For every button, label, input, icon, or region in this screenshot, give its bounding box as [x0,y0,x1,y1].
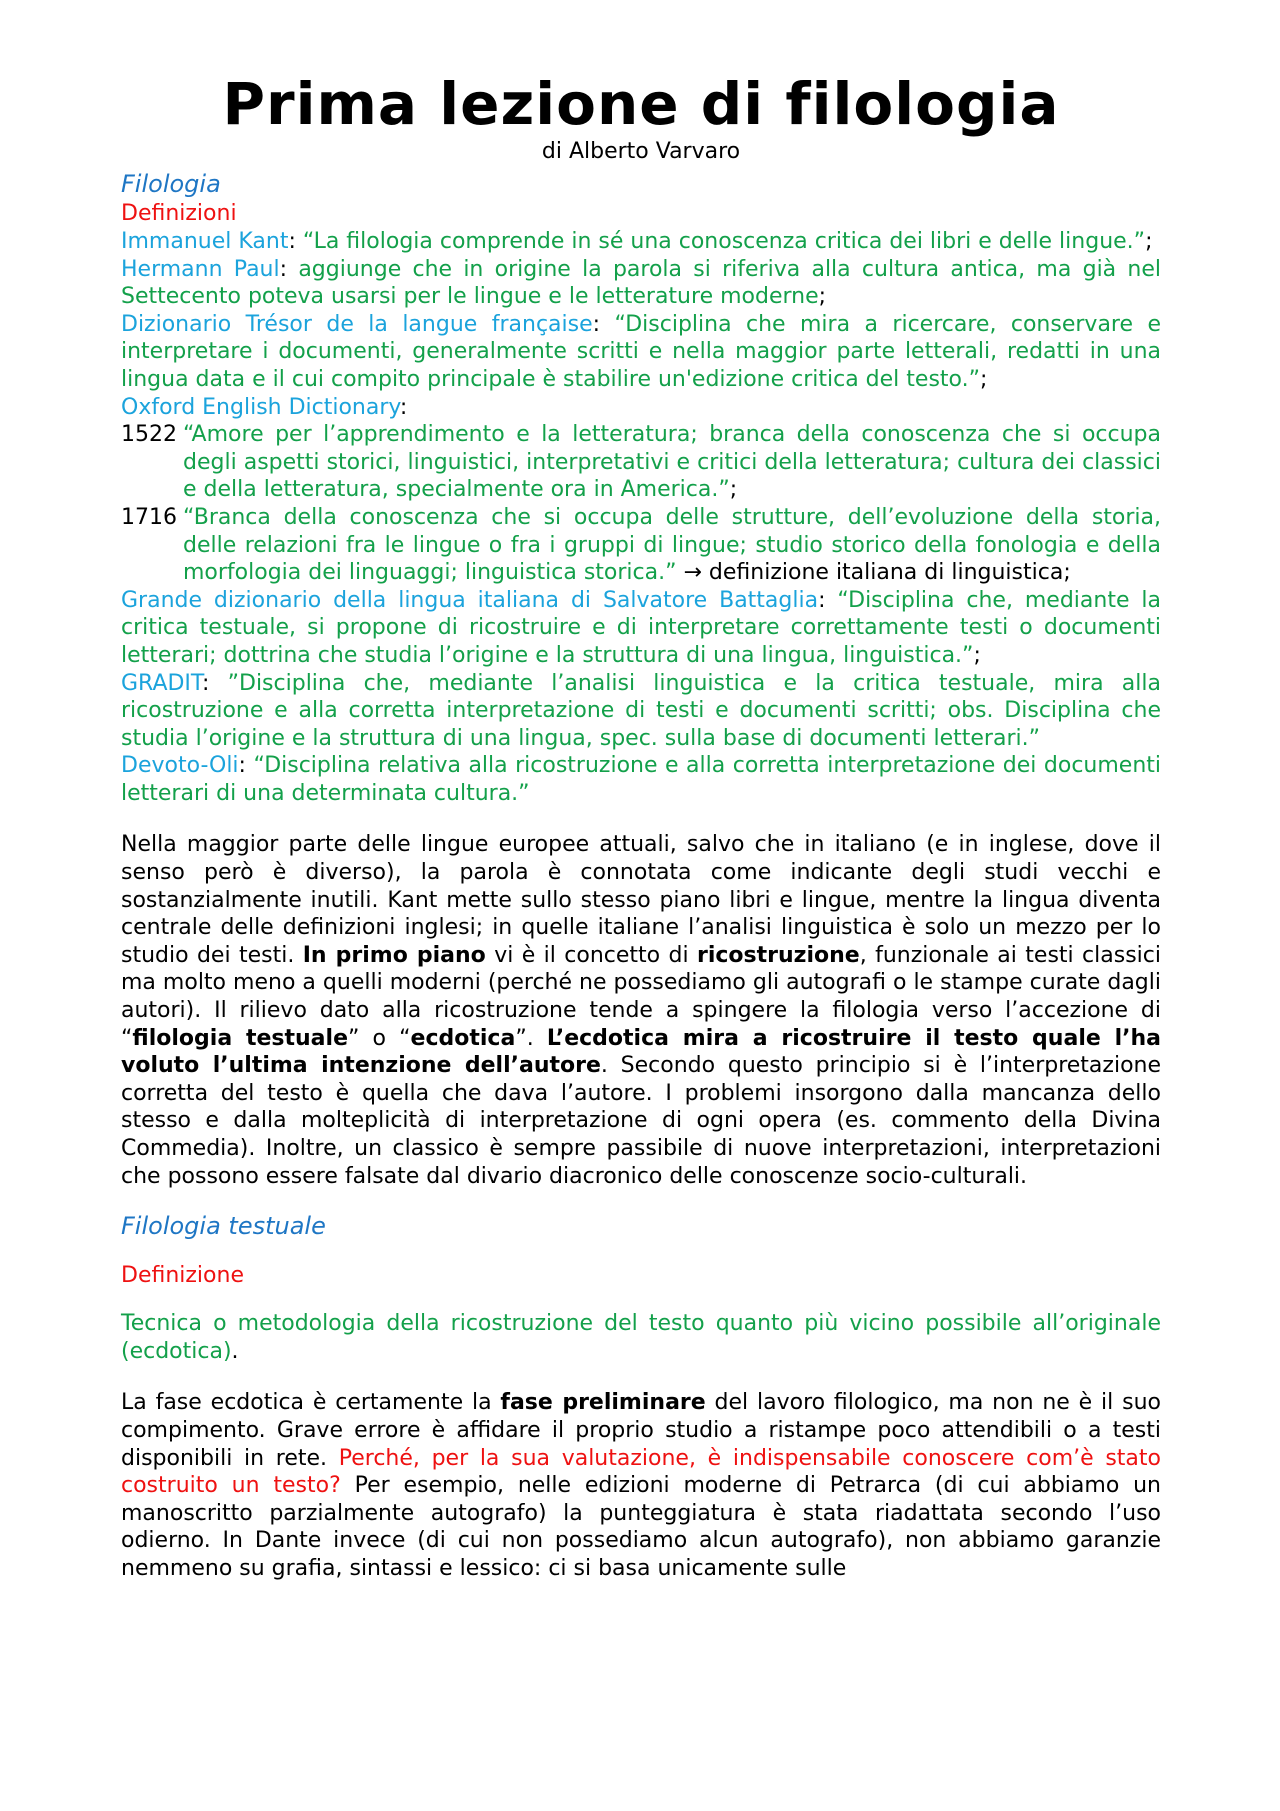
source-name: Oxford English Dictionary [121,394,400,420]
source-name: Immanuel Kant [121,229,289,254]
definition-quote: ”Disciplina che, mediante l’analisi linguistica e la critica testuale, mira alla ricostruzione e alla corretta interpretazione di testi e documenti scritti; obs. Disciplina che studia l’origine e la struttura di una lingua, spec. sulla base di documenti letterari.” [121,670,1161,751]
source-name: GRADIT [121,670,202,696]
subheading-definizione: Definizione [121,1263,244,1289]
definition-filologia-testuale: Tecnica o metodologia della ricostruzione del testo quanto più vicino possibile all’originale (ecdotica). [121,1311,1161,1364]
source-name: Grande dizionario della lingua italiana di Salvatore Battaglia [121,587,819,613]
definition-gradit: GRADIT: ”Disciplina che, mediante l’analisi linguistica e la critica testuale, mira alla ricostruzione e alla corretta interpretazione di testi e documenti scritti; obs. Disciplina che studia l’origine e la struttura di una lingua, spec. sulla base di documenti letterari.” [121,670,1161,751]
definition-quote: “Disciplina relativa alla ricostruzione e alla corretta interpretazione dei documenti letterari di una determinata cultura.” [121,753,1162,806]
highlighted-question: Perché, per la sua valutazione, è indispensabile conoscere com’è stato costruito un testo? [121,1445,1161,1499]
source-name: Devoto-Oli [121,753,239,779]
definition-tresor: Dizionario Trésor de la langue française: “Disciplina che mira a ricercare, conservare e interpretare i documenti, generalmente scritti e nella maggior parte letterali, redatti in una lingua data e il cui compito principale è stabilire un'edizione critica del testo.”; [121,311,1161,392]
entry-year: 1716 [121,504,177,530]
definition-quote: “Amore per l’apprendimento e la letteratura; branca della conoscenza che si occupa degli aspetti storici, linguistici, interpretativi e critici della letteratura; cultura dei classici e della letteratura, specialmente ora in America.” [183,422,1161,503]
definition-kant: Immanuel Kant: “La filologia comprende in sé una conoscenza critica dei libri e delle lingue.”; [121,229,1153,254]
definition-oed: Oxford English Dictionary: [121,394,408,420]
oed-entry-1716 [121,504,1161,587]
entry-year: 1522 [121,422,177,448]
definition-quote: “Disciplina che, mediante la critica testuale, si propone di ricostruire e di interpretare correttamente testi o documenti letterari; dottrina che studia l’origine e la struttura di una lingua, linguistica.” [121,587,1161,668]
definition-quote: “Disciplina che mira a ricercare, conservare e interpretare i documenti, generalmente scritti e nella maggior parte letterali, redatti in una lingua data e il cui compito principale è stabilire un'edizione critica del testo.” [121,311,1161,392]
source-name: Dizionario Trésor de la langue française [121,311,593,337]
subheading-definizioni: Definizioni [121,201,237,226]
definition-battaglia: Grande dizionario della lingua italiana di Salvatore Battaglia: “Disciplina che, mediante la critica testuale, si propone di ricostruire e di interpretare correttamente testi o documenti letterari; dottrina che studia l’origine e la struttura di una lingua, linguistica.”; [121,587,1161,668]
definition-quote: “La filologia comprende in sé una conoscenza critica dei libri e delle lingue.” [302,229,1146,254]
section-heading-filologia: Filologia [121,170,221,198]
body-paragraph-2: La fase ecdotica è certamente la fase preliminare del lavoro filologico, ma non ne è il suo compimento. Grave errore è affidare il proprio studio a ristampe poco attendibili o a testi disponibili in rete. Perché, per la sua valutazione, è indispensabile conoscere com’è stato costruito un testo? Per esempio, nelle edizioni moderne di Petrarca (di cui abbiamo un manoscritto parzialmente autografo) la punteggiatura è stata riadattata secondo l’uso odierno. In Dante invece (di cui non possediamo alcun autografo), non abbiamo garanzie nemmeno su grafia, sintassi e lessico: ci si basa unicamente sulle [121,1390,1161,1581]
definition-devoto-oli: Devoto-Oli: “Disciplina relativa alla ricostruzione e alla corretta interpretazione dei documenti letterari di una determinata cultura.” [121,753,1162,806]
document-title: Prima lezione di filologia [222,70,1060,138]
body-paragraph-1: Nella maggior parte delle lingue europee attuali, salvo che in italiano (e in inglese, dove il senso però è diverso), la parola è connotata come indicante degli studi vecchi e sostanzialmente inutili. Kant mette sullo stesso piano libri e lingue, mentre la lingua diventa centrale delle definizioni inglesi; in quelle italiane l’analisi linguistica è solo un mezzo per lo studio dei testi. In primo piano vi è il concetto di ricostruzione, funzionale ai testi classici ma molto meno a quelli moderni (perché ne possediamo gli autografi o le stampe curate dagli autori). Il rilievo dato alla ricostruzione tende a spingere la filologia verso l’accezione di “filologia testuale” o “ecdotica”. L’ecdotica mira a ricostruire il testo quale l’ha voluto l’ultima intenzione dell’autore. Secondo questo principio si è l’interpretazione corretta del testo è quella che dava l’autore. I problemi insorgono dalla mancanza dello stesso e dalla molteplicità di interpretazione di ogni opera (es. commento della Divina Commedia). Inoltre, un classico è sempre passibile di nuove interpretazioni, interpretazioni che possono essere falsate dal divario diacronico delle conoscenze socio-culturali. [121,832,1162,1189]
document-author: di Alberto Varvaro [541,139,741,164]
definition-quote: “Branca della conoscenza che si occupa delle strutture, dell’evoluzione della storia, delle relazioni fra le lingue o fra i gruppi di lingue; studio storico della fonologia e della morfologia dei linguaggi; linguistica storica.” [183,504,1161,586]
definition-quote: aggiunge che in origine la parola si riferiva alla cultura antica, ma già nel Settecento poteva usarsi per le lingue e le letterature moderne [121,256,1162,310]
document-page [121,70,1161,1583]
source-name: Hermann Paul [121,256,280,282]
definition-paul: Hermann Paul: aggiunge che in origine la parola si riferiva alla cultura antica, ma già nel Settecento poteva usarsi per le lingue e le letterature moderne; [121,256,1162,310]
section-heading-filologia-testuale: Filologia testuale [121,1212,326,1241]
oed-entry-1522: 1522 “Amore per l’apprendimento e la letteratura; branca della conoscenza che si occupa degli aspetti storici, linguistici, interpretativi e critici della letteratura; cultura dei classici e della letteratura, specialmente ora in America.”; [121,422,1161,503]
entry-note: → definizione italiana di linguistica; [676,560,1071,586]
